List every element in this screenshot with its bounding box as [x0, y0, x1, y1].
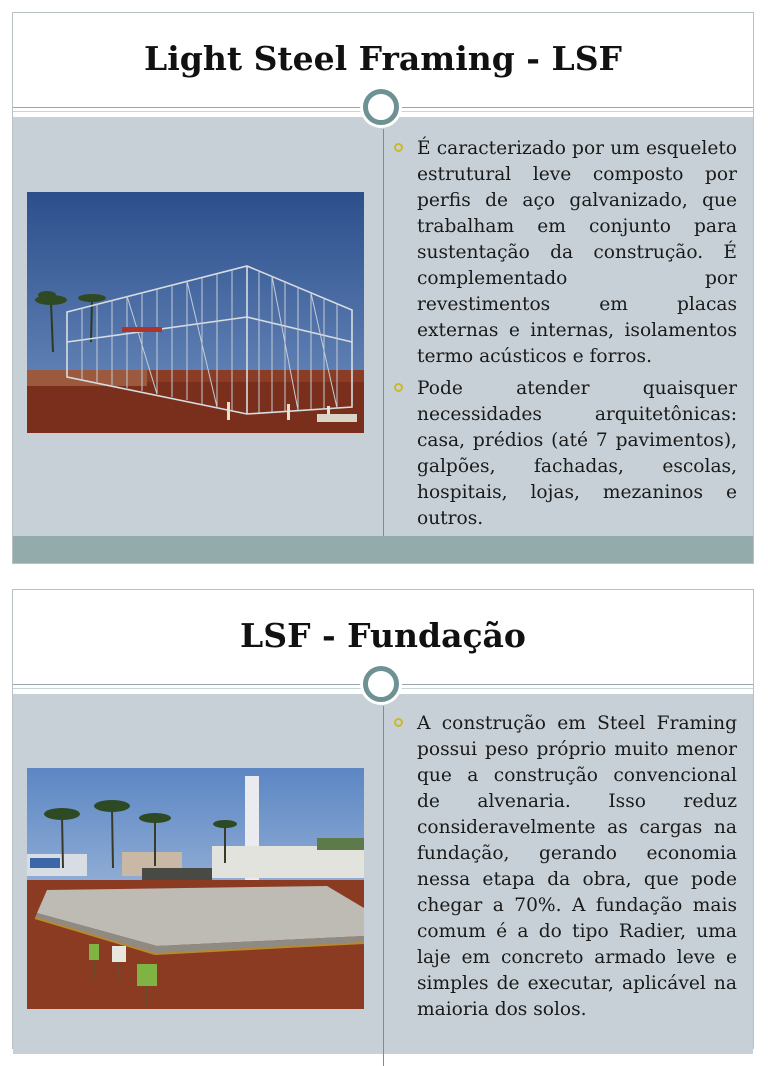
- slide-title: LSF - Fundação: [240, 616, 526, 655]
- bullet-item: [391, 711, 737, 1023]
- vertical-divider: [383, 129, 384, 537]
- bullet-list: [391, 136, 737, 538]
- bullet-list: [391, 711, 737, 1029]
- radier-foundation-photo: [27, 768, 364, 1009]
- bullet-text: É caracterizado por um esqueleto estrutural leve composto por perfis de aço galvanizado, que trabalham em conjunto para sustentação da construção. É complementado por revestimentos em placas externas e internas, isolamentos termo acústicos e forros.: [417, 138, 737, 367]
- bullet-circle-icon: [394, 143, 403, 152]
- bullet-item: [391, 136, 737, 370]
- ring-ornament-icon: [363, 89, 399, 125]
- slide-light-steel-framing: [12, 12, 754, 564]
- slide-title: Light Steel Framing - LSF: [144, 39, 622, 78]
- ring-ornament-icon: [363, 666, 399, 702]
- bullet-text: A construção em Steel Framing possui peso próprio muito menor que a construção convencional de alvenaria. Isso reduz consideravelmente as cargas na fundação, gerando economia nessa etapa da obra, que pode chegar a 70%. A fundação mais comum é a do tipo Radier, uma laje em concreto armado leve e simples de executar, aplicável na maioria dos solos.: [417, 713, 737, 1020]
- vertical-divider: [383, 706, 384, 1066]
- bullet-circle-icon: [394, 718, 403, 727]
- steel-frame-structure-photo: [27, 192, 364, 433]
- slide-footer-bar: [13, 536, 753, 563]
- bullet-circle-icon: [394, 383, 403, 392]
- bullet-item: [391, 376, 737, 532]
- bullet-text: Pode atender quaisquer necessidades arquitetônicas: casa, prédios (até 7 pavimentos), galpões, fachadas, escolas, hospitais, lojas, mezaninos e outros.: [417, 378, 737, 529]
- slide-lsf-fundacao: [12, 589, 754, 1049]
